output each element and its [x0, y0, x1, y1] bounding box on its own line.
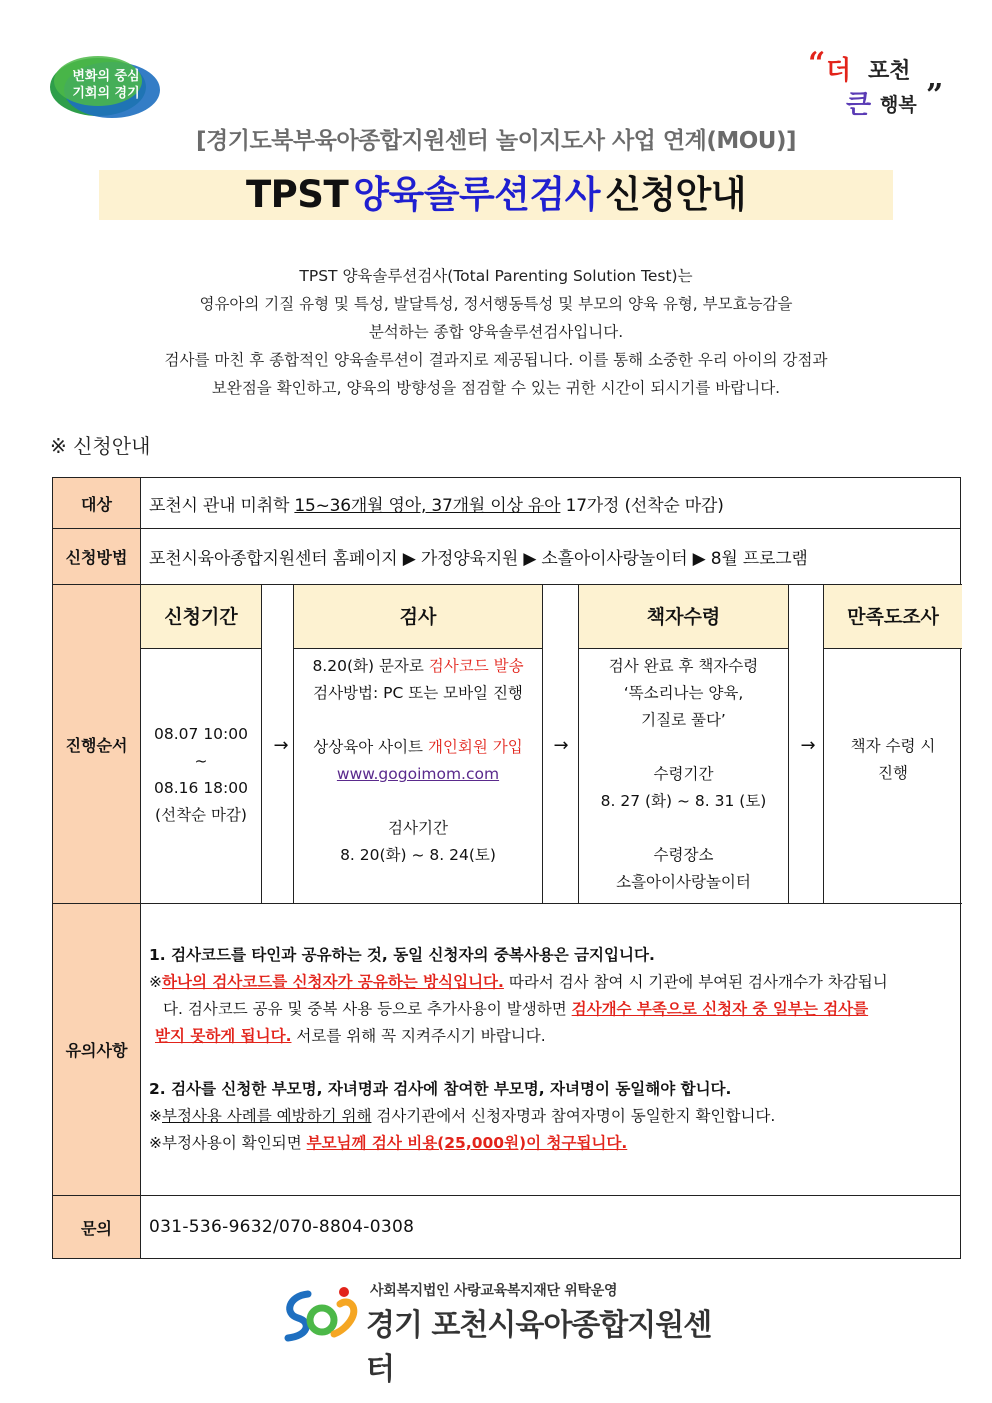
table-row-process — [53, 585, 961, 904]
book-line2: ‘똑소리나는 양육, — [623, 684, 744, 702]
table-row-target — [53, 478, 961, 529]
note1-shared-code: 하나의 검사코드를 신청자가 공유하는 방식입니다. — [162, 973, 504, 991]
gyeonggi-logo-text — [62, 68, 150, 102]
table-row-notes — [53, 904, 961, 1196]
note1-cannot-test: 받지 못하게 됩니다. — [155, 1027, 292, 1045]
application-info-table — [52, 477, 961, 1259]
note2-line1-post: 검사기관에서 신청자명과 참여자명이 동일한지 확인합니다. — [371, 1107, 776, 1125]
notes-cell — [141, 904, 961, 1196]
step-survey-body — [824, 649, 962, 903]
mou-subtitle: [경기도북부육아종합지원센터 놀이지도사 사업 연계(MOU)] — [196, 128, 796, 154]
apply-end: 08.16 18:00 — [154, 779, 248, 797]
test-period: 8. 20(화) ~ 8. 24(토) — [340, 846, 496, 864]
intro-line: 영유아의 기질 유형 및 특성, 발달특성, 정서행동특성 및 부모의 양육 유형, 부모효능감을 — [199, 295, 793, 313]
arrow-icon: → — [553, 735, 569, 756]
title-suffix: 신청안내 — [605, 173, 747, 216]
page-title — [99, 170, 893, 220]
note2-charge-warning: 부모님께 검사 비용(25,000원)이 청구됩니다. — [306, 1134, 628, 1152]
apply-note: (선착순 마감) — [155, 806, 247, 824]
method-value: 포천시육아종합지원센터 홈페이지 ▶ 가정양육지원 ▶ 소흘아이사랑놀이터 ▶ 8월 프로그램 — [141, 529, 961, 585]
footer-center-name: 경기 포천시육아종합지원센터 — [366, 1308, 712, 1387]
step-apply-title: 신청기간 — [141, 585, 261, 649]
label-method: 신청방법 — [53, 529, 141, 585]
apply-tilde: ~ — [194, 752, 208, 770]
test-line3 — [294, 734, 542, 761]
note2-line2 — [149, 1130, 952, 1157]
target-pre: 포천시 관내 미취학 — [149, 495, 295, 516]
test-code-send: 검사코드 발송 — [428, 657, 524, 675]
target-age-range: 15~36개월 영아, 37개월 이상 유아 — [294, 495, 561, 516]
step-test-title: 검사 — [294, 585, 542, 649]
arrow-icon: → — [273, 735, 289, 756]
footer-operator: 사회복지법인 사랑교육복지재단 위탁운영 — [370, 1283, 618, 1299]
title-prefix: TPST — [245, 173, 349, 216]
slogan-open-quote: “ — [808, 46, 826, 81]
test-line1 — [294, 653, 542, 680]
center-logo-icon — [278, 1284, 362, 1342]
note2-prevention: 부정사용 사례를 예방하기 위해 — [162, 1107, 372, 1125]
logo-left-line1: 변화의 중심 — [72, 69, 140, 84]
book-line1: 검사 완료 후 책자수령 — [608, 657, 759, 675]
gogoimom-link[interactable]: www.gogoimom.com — [336, 765, 500, 783]
note2-line1 — [149, 1103, 952, 1130]
label-process: 진행순서 — [53, 585, 141, 904]
intro-line: 분석하는 종합 양육솔루션검사입니다. — [368, 323, 624, 341]
note1-line1 — [149, 969, 952, 996]
intro-line: TPST 양육솔루션검사(Total Parenting Solution Test)는 — [299, 267, 693, 285]
test-period-label: 검사기간 — [388, 819, 448, 837]
intro-paragraph — [0, 262, 992, 402]
slogan-close-quote: ” — [926, 78, 944, 113]
note1-line2 — [149, 996, 952, 1023]
note1-mark: ※ — [149, 973, 162, 991]
contact-phone: 031-536-9632/070-8804-0308 — [141, 1196, 961, 1259]
note1-line1-post: 따라서 검사 참여 시 기관에 부여된 검사개수가 차감됩니 — [503, 973, 888, 991]
slogan-deo: 더 — [826, 56, 852, 86]
note1-line2-pre: 다. 검사코드 공유 및 중복 사용 등으로 추가사용이 발생하면 — [163, 1000, 572, 1018]
slogan-pocheon: 포천 — [868, 59, 911, 84]
step-book-body — [579, 649, 788, 903]
survey-line2: 진행 — [878, 764, 908, 782]
intro-line: 보완점을 확인하고, 양육의 방향성을 점검할 수 있는 귀한 시간이 되시기를 바랍니다. — [211, 379, 781, 397]
step-apply — [140, 584, 262, 904]
step-test-body — [294, 649, 542, 903]
step-survey — [823, 584, 962, 904]
gyeonggi-logo — [50, 56, 162, 118]
logo-left-line2: 기회의 경기 — [72, 86, 140, 101]
step-book — [578, 584, 789, 904]
book-line3: 기질로 풀다’ — [641, 711, 726, 729]
step-book-title: 책자수령 — [579, 585, 788, 649]
note2-mark: ※ — [149, 1107, 162, 1125]
test-method: 검사방법: PC 또는 모바일 진행 — [313, 684, 523, 702]
step-test — [293, 584, 543, 904]
apply-start: 08.07 10:00 — [154, 725, 248, 743]
note1-shortage-warning: 검사개수 부족으로 신청자 중 일부는 검사를 — [571, 1000, 869, 1018]
note1-title: 1. 검사코드를 타인과 공유하는 것, 동일 신청자의 중복사용은 금지입니다. — [149, 946, 655, 964]
note2-line2-pre: ※부정사용이 확인되면 — [149, 1134, 307, 1152]
label-notes: 유의사항 — [53, 904, 141, 1196]
process-flow — [141, 585, 961, 903]
section-heading: ※ 신청안내 — [50, 434, 151, 458]
book-period: 8. 27 (화) ~ 8. 31 (토) — [600, 792, 767, 810]
arrow-icon: → — [800, 735, 816, 756]
test-line3-pre: 상상육아 사이트 — [313, 738, 428, 756]
label-contact: 문의 — [53, 1196, 141, 1259]
table-row-method — [53, 529, 961, 585]
survey-line1: 책자 수령 시 — [850, 737, 936, 755]
target-value — [141, 478, 961, 529]
book-place: 소흘아이사랑놀이터 — [616, 873, 751, 891]
step-survey-title: 만족도조사 — [824, 585, 962, 649]
label-target: 대상 — [53, 478, 141, 529]
intro-line: 검사를 마친 후 종합적인 양육솔루션이 결과지로 제공됩니다. 이를 통해 소중한 우리 아이의 강점과 — [164, 351, 828, 369]
step-apply-body — [141, 649, 261, 903]
pocheon-slogan-logo — [808, 46, 948, 122]
process-cell — [141, 585, 961, 904]
title-highlight: 양육솔루션검사 — [353, 173, 600, 216]
center-footer-logo — [278, 1278, 718, 1387]
book-period-label: 수령기간 — [653, 765, 714, 783]
table-row-contact — [53, 1196, 961, 1259]
note2-title: 2. 검사를 신청한 부모명, 자녀명과 검사에 참여한 부모명, 자녀명이 동일해야 합니다. — [149, 1080, 732, 1098]
slogan-keun: 큰 — [846, 90, 872, 120]
note1-line3-post: 서로를 위해 꼭 지켜주시기 바랍니다. — [291, 1027, 546, 1045]
note1-line3 — [149, 1023, 952, 1050]
book-place-label: 수령장소 — [653, 846, 714, 864]
target-post: 17가정 (선착순 마감) — [560, 495, 724, 516]
test-signup: 개인회원 가입 — [427, 738, 523, 756]
notes-content — [141, 942, 960, 1157]
test-line1-pre: 8.20(화) 문자로 — [312, 657, 429, 675]
slogan-haengbok: 행복 — [880, 94, 917, 116]
